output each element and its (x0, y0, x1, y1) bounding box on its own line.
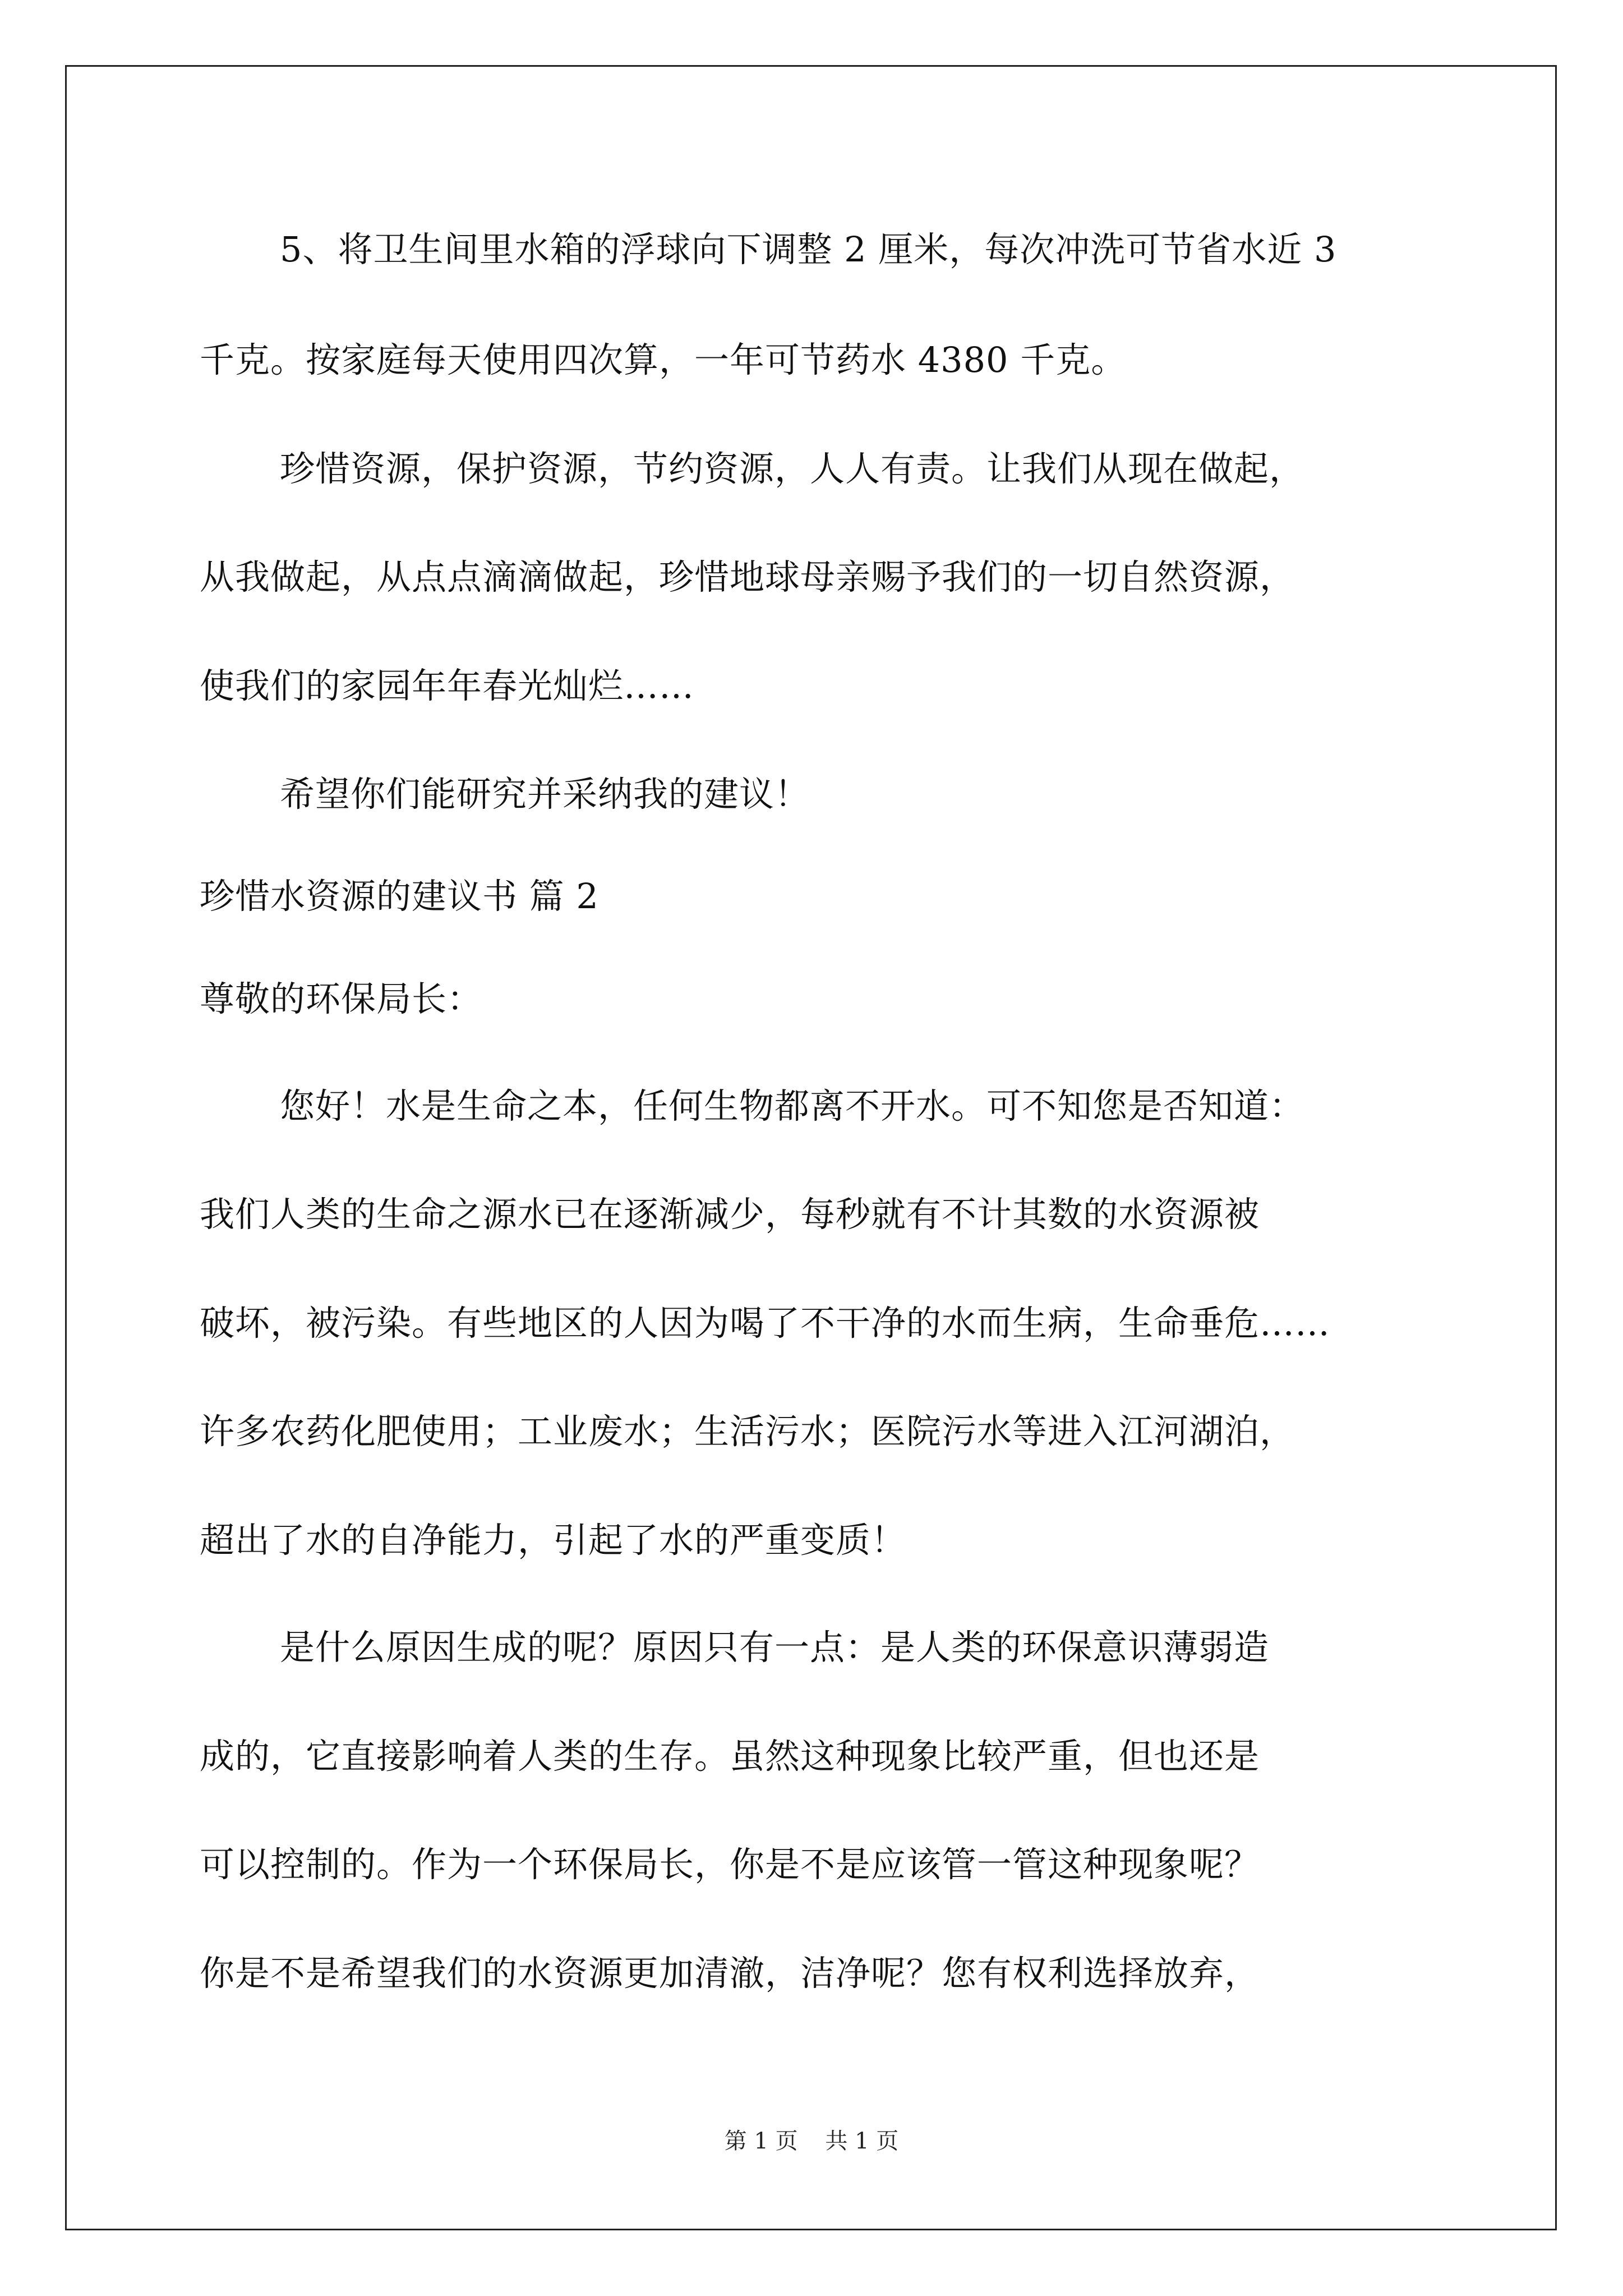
page-border (65, 65, 1557, 2230)
paragraph-line: 可以控制的。作为一个环保局长，你是不是应该管一管这种现象呢？ (200, 1844, 1260, 1885)
paragraph-line: 超出了水的自净能力，引起了水的严重变质！ (200, 1520, 907, 1561)
paragraph-line: 珍惜资源，保护资源，节约资源，人人有责。让我们从现在做起， (280, 448, 1305, 489)
paragraph-line: 使我们的家园年年春光灿烂…… (200, 665, 695, 706)
paragraph-line: 千克。按家庭每天使用四次算，一年可节药水 4380 千克。 (200, 339, 1127, 380)
paragraph-line: 许多农药化肥使用；工业废水；生活污水；医院污水等进入江河湖泊， (200, 1411, 1295, 1452)
paragraph-line: 5、将卫生间里水箱的浮球向下调整 2 厘米，每次冲洗可节省水近 3 (280, 229, 1337, 270)
paragraph-line: 我们人类的生命之源水已在逐渐减少，每秒就有不计其数的水资源被 (200, 1194, 1260, 1235)
paragraph-line: 从我做起，从点点滴滴做起，珍惜地球母亲赐予我们的一切自然资源， (200, 556, 1295, 597)
paragraph-line: 希望你们能研究并采纳我的建议！ (280, 774, 810, 815)
paragraph-line: 你是不是希望我们的水资源更加清澈，洁净呢？您有权利选择放弃， (200, 1953, 1260, 1994)
page-total: 共 1 页 (825, 2128, 899, 2154)
salutation: 尊敬的环保局长： (200, 978, 483, 1019)
page-footer (0, 2130, 1623, 2152)
section-heading: 珍惜水资源的建议书 篇 2 (200, 876, 599, 917)
paragraph-line: 是什么原因生成的呢？原因只有一点：是人类的环保意识薄弱造 (280, 1627, 1270, 1668)
paragraph-line: 破坏，被污染。有些地区的人因为喝了不干净的水而生病，生命垂危…… (200, 1303, 1331, 1343)
paragraph-line: 您好！水是生命之本，任何生物都离不开水。可不知您是否知道： (280, 1085, 1305, 1126)
page-number: 第 1 页 (724, 2128, 798, 2154)
paragraph-line: 成的，它直接影响着人类的生存。虽然这种现象比较严重，但也还是 (200, 1736, 1260, 1777)
